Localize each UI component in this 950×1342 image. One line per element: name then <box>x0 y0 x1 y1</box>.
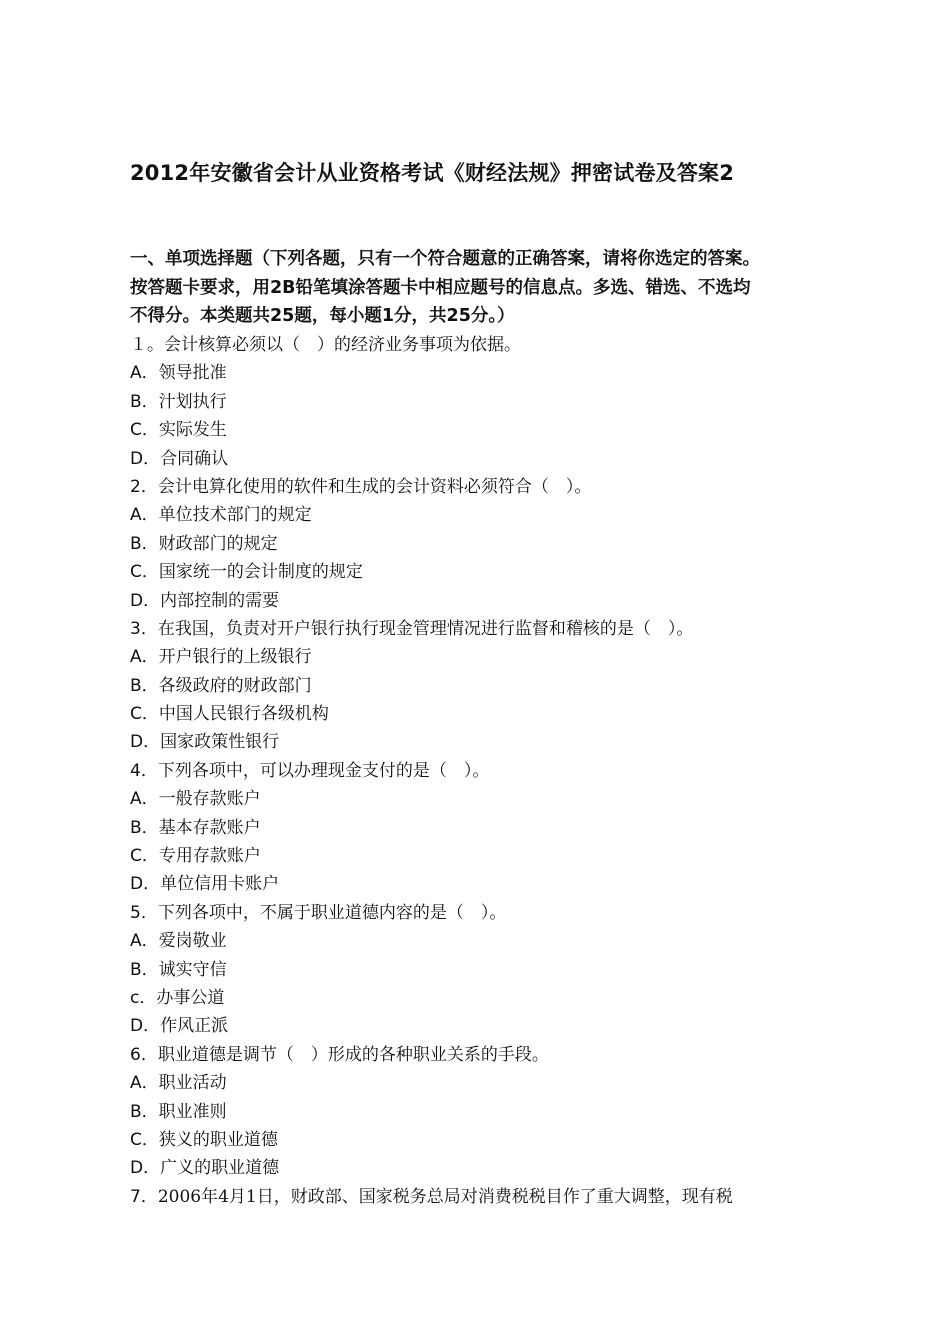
answer-option <box>130 501 850 529</box>
option-letter: B． <box>130 675 159 696</box>
option-text: 职业准则 <box>158 1101 227 1122</box>
question-text: 会计电算化使用的软件和生成的会计资料必须符合（ ）。 <box>157 476 592 497</box>
section-heading <box>130 245 830 331</box>
option-text: 广义的职业道德 <box>160 1158 280 1179</box>
question-number: 4． <box>130 760 158 781</box>
question-text: 下列各项中，不属于职业道德内容的是（ ）。 <box>157 902 507 923</box>
option-letter: D． <box>130 732 161 753</box>
option-text: 爱岗敬业 <box>158 931 227 952</box>
option-text: 职业活动 <box>158 1073 227 1094</box>
answer-option <box>130 359 850 387</box>
option-text: 财政部门的规定 <box>158 533 278 554</box>
option-letter: C． <box>130 846 159 867</box>
option-text: 一般存款账户 <box>158 789 261 810</box>
answer-option <box>130 416 850 444</box>
option-text: 中国人民银行各级机构 <box>158 704 329 725</box>
option-letter: c． <box>130 987 157 1008</box>
answer-option <box>130 643 850 671</box>
option-letter: B． <box>130 533 159 554</box>
option-letter: A． <box>130 789 159 810</box>
section-heading-line: 不得分。本类题共25题，每小题1分，共25分。） <box>130 306 515 326</box>
option-letter: C． <box>130 1129 159 1150</box>
answer-option <box>130 870 850 898</box>
option-text: 诚实守信 <box>158 959 227 980</box>
option-letter: A． <box>130 647 159 668</box>
answer-option <box>130 1154 850 1182</box>
option-letter: A． <box>130 931 159 952</box>
option-text: 实际发生 <box>158 420 227 441</box>
option-text: 内部控制的需要 <box>160 590 280 611</box>
answer-option <box>130 1069 850 1097</box>
answer-option <box>130 587 850 615</box>
answer-option <box>130 785 850 813</box>
option-text: 汁划执行 <box>158 391 227 412</box>
answer-option <box>130 1126 850 1154</box>
answer-option <box>130 700 850 728</box>
question-number: 3． <box>130 618 158 639</box>
option-text: 领导批准 <box>158 363 227 384</box>
question-number: 5． <box>130 902 158 923</box>
answer-option <box>130 984 850 1012</box>
option-text: 合同确认 <box>160 448 229 469</box>
section-heading-line: 按答题卡要求，用2B铅笔填涂答题卡中相应题号的信息点。多选、错选、不选均 <box>130 277 751 298</box>
option-letter: B． <box>130 391 159 412</box>
answer-option <box>130 728 850 756</box>
option-letter: C． <box>130 420 159 441</box>
option-letter: C． <box>130 562 159 583</box>
option-text: 基本存款账户 <box>158 817 261 838</box>
option-letter: A． <box>130 1073 159 1094</box>
option-letter: D． <box>130 590 161 611</box>
answer-option <box>130 388 850 416</box>
option-text: 国家统一的会计制度的规定 <box>158 562 363 583</box>
question-stem <box>130 757 850 785</box>
question-text: 下列各项中，可以办理现金支付的是（ ）。 <box>157 760 490 781</box>
answer-option <box>130 558 850 586</box>
option-letter: B． <box>130 1101 159 1122</box>
option-letter: B． <box>130 959 159 980</box>
option-text: 开户银行的上级银行 <box>158 647 312 668</box>
option-text: 作风正派 <box>160 1016 229 1037</box>
question-stem <box>130 1041 850 1069</box>
option-letter: B． <box>130 817 159 838</box>
question-number: 7． <box>130 1186 158 1207</box>
section-heading-line: 一、单项选择题（下列各题，只有一个符合题意的正确答案，请将你选定的答案。 <box>130 249 760 269</box>
option-text: 狭义的职业道德 <box>158 1129 278 1150</box>
option-text: 单位信用卡账户 <box>160 874 280 895</box>
question-text: 2006年4月1日，财政部、国家税务总局对消费税税目作了重大调整，现有税 <box>157 1186 733 1207</box>
question-stem <box>130 331 850 359</box>
option-text: 专用存款账户 <box>158 846 261 867</box>
answer-option <box>130 672 850 700</box>
option-text: 各级政府的财政部门 <box>158 675 312 696</box>
question-stem <box>130 615 850 643</box>
answer-option <box>130 530 850 558</box>
question-number: １。 <box>130 335 164 355</box>
option-letter: D． <box>130 1016 161 1037</box>
answer-option <box>130 956 850 984</box>
question-text: 会计核算必须以（ ）的经济业务事项为依据。 <box>164 335 521 355</box>
answer-option <box>130 842 850 870</box>
option-letter: D． <box>130 874 161 895</box>
question-stem <box>130 1183 850 1211</box>
option-letter: C． <box>130 704 159 725</box>
option-text: 国家政策性银行 <box>160 732 280 753</box>
answer-option <box>130 445 850 473</box>
option-letter: A． <box>130 363 159 384</box>
option-text: 办事公道 <box>156 987 225 1008</box>
answer-option <box>130 927 850 955</box>
question-text: 在我国，负责对开户银行执行现金管理情况进行监督和稽核的是（ ）。 <box>157 618 694 639</box>
document-title: 2012年安徽省会计从业资格考试《财经法规》押密试卷及答案2 <box>130 161 735 185</box>
question-list <box>130 331 850 1211</box>
question-number: 6． <box>130 1044 158 1065</box>
question-number: 2． <box>130 476 158 497</box>
answer-option <box>130 1098 850 1126</box>
question-stem <box>130 473 850 501</box>
option-letter: A． <box>130 505 159 526</box>
answer-option <box>130 1012 850 1040</box>
question-stem <box>130 899 850 927</box>
question-text: 职业道德是调节（ ）形成的各种职业关系的手段。 <box>157 1044 549 1065</box>
answer-option <box>130 814 850 842</box>
option-text: 单位技术部门的规定 <box>158 505 312 526</box>
option-letter: D． <box>130 448 161 469</box>
option-letter: D． <box>130 1158 161 1179</box>
